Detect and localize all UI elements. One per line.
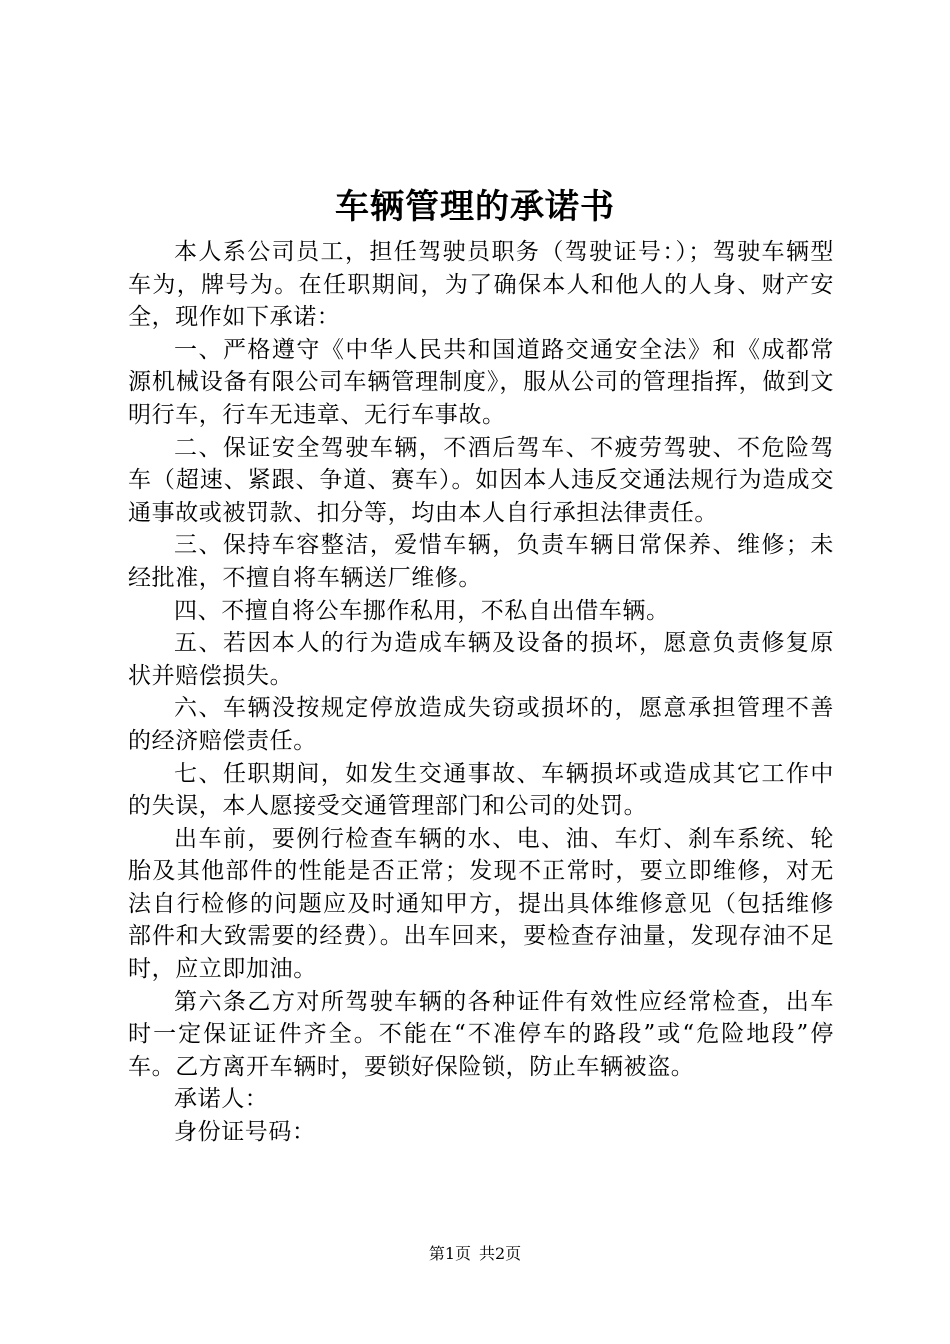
paragraph-item-2: 二、保证安全驾驶车辆，不酒后驾车、不疲劳驾驶、不危险驾车（超速、紧跟、争道、赛车）。如因本人违反交通法规行为造成交通事故或被罚款、扣分等，均由本人自行承担法律责任。 [128, 434, 834, 526]
paragraph-item-7: 七、任职期间，如发生交通事故、车辆损坏或造成其它工作中的失误，本人愿接受交通管理部门和公司的处罚。 [128, 760, 834, 820]
paragraph-item-1: 一、严格遵守《中华人民共和国道路交通安全法》和《成都常源机械设备有限公司车辆管理制度》，服从公司的管理指挥，做到文明行车，行车无违章、无行车事故。 [128, 336, 834, 428]
document-title: 车辆管理的承诺书 [335, 187, 615, 227]
paragraph-item-3: 三、保持车容整洁，爱惜车辆，负责车辆日常保养、维修；未经批准，不擅自将车辆送厂维修。 [128, 532, 834, 591]
signature-label: 承诺人： [174, 1086, 269, 1113]
page-number: 第1页 [428, 1244, 471, 1263]
paragraph-intro: 本人系公司员工，担任驾驶员职务（驾驶证号：）；驾驶车辆型车为，牌号为。在任职期间，为了确保本人和他人的人身、财产安全，现作如下承诺： [128, 239, 834, 331]
paragraph-item-6: 六、车辆没按规定停放造成失窃或损坏的，愿意承担管理不善的经济赔偿责任。 [128, 695, 834, 754]
id-number-label: 身份证号码： [174, 1119, 316, 1146]
paragraph-article-6: 第六条乙方对所驾驶车辆的各种证件有效性应经常检查，出车时一定保证证件齐全。不能在“不准停车的路段”或“危险地段”停车。乙方离开车辆时，要锁好保险锁，防止车辆被盗。 [128, 988, 834, 1080]
paragraph-item-5: 五、若因本人的行为造成车辆及设备的损坏，愿意负责修复原状并赔偿损失。 [128, 630, 834, 689]
page-total: 共2页 [479, 1244, 522, 1263]
paragraph-item-4: 四、不擅自将公车挪作私用，不私自出借车辆。 [174, 597, 670, 624]
document-body [128, 236, 834, 1149]
page-footer [0, 1243, 950, 1265]
paragraph-pre-trip-check: 出车前，要例行检查车辆的水、电、油、车灯、刹车系统、轮胎及其他部件的性能是否正常；发现不正常时，要立即维修，对无法自行检修的问题应及时通知甲方，提出具体维修意见（包括维修部件和大致需要的经费）。出车回来，要检查存油量，发现存油不足时，应立即加油。 [128, 825, 834, 983]
